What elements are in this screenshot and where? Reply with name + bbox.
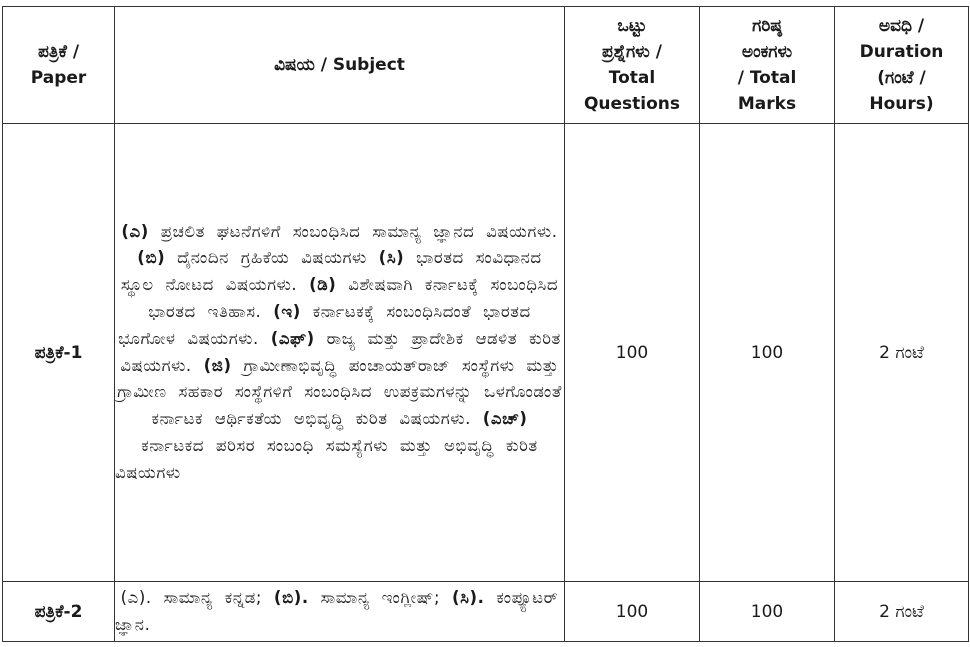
duration-value: 2 ಗಂಟೆ	[879, 342, 924, 363]
total-questions-cell	[565, 582, 700, 642]
header-paper	[3, 7, 115, 124]
paper-cell	[3, 124, 115, 582]
subject-item-text: ಗ್ರಾಮೀಣಾಭಿವೃದ್ಧಿ ಪಂಚಾಯತ್‌ರಾಜ್ ಸಂಸ್ಥೆಗಳು ಮತ್ತು ಗ್ರಾಮೀಣ ಸಹಕಾರ ಸಂಸ್ಥೆಗಳಿಗೆ ಸಂಬಂಧಿಸಿದ ಉಪಕ್ರಮಗಳನ್ನು ಒಳಗೊಂಡಂತೆ ಕರ್ನಾಟಕ ಆರ್ಥಿಕತೆಯ ಅಭಿವೃದ್ಧಿ ಕುರಿತ ವಿಷಯಗಳು.	[117, 355, 562, 429]
total-questions-value: 100	[615, 342, 649, 363]
subject-cell	[115, 582, 565, 642]
header-paper-line: Paper	[30, 68, 87, 88]
subject-item-marker: (ಬಿ).	[273, 587, 309, 607]
subject-item-marker: (ಜಿ)	[203, 355, 232, 375]
total-marks-value: 100	[750, 342, 784, 363]
header-subject	[115, 7, 565, 124]
header-duration-line: Duration	[859, 42, 944, 62]
subject-item-text: ಕಂಪ್ಯೂಟರ್ ಜ್ಞಾನ.	[115, 587, 559, 634]
subject-item-text: ದೈನಂದಿನ ಗ್ರಹಿಕೆಯ ವಿಷಯಗಳು	[165, 248, 379, 268]
header-questions-line: ಒಟ್ಟು	[617, 16, 647, 36]
header-duration-line: ಅವಧಿ /	[878, 16, 925, 36]
header-row	[3, 7, 969, 124]
subject-item-text: ಸಾಮಾನ್ಯ ಇಂಗ್ಲೀಷ್;	[308, 587, 452, 607]
header-marks-line: / Total	[737, 68, 797, 88]
table-row	[3, 124, 969, 582]
exam-scheme-table	[2, 6, 969, 642]
header-marks-line: Marks	[737, 94, 797, 114]
header-paper-line: ಪತ್ರಿಕೆ /	[37, 42, 80, 62]
total-marks-value: 100	[750, 601, 784, 622]
total-questions-value: 100	[615, 601, 649, 622]
header-marks-line: ಅಂಕಗಳು	[741, 42, 793, 62]
subject-item-marker: (ಎಚ್)	[482, 409, 528, 429]
subject-item-text: ಕರ್ನಾಟಕದ ಪರಿಸರ ಸಂಬಂಧಿ ಸಮಸ್ಯೆಗಳು ಮತ್ತು ಅಭಿವೃದ್ಧಿ ಕುರಿತ ವಿಷಯಗಳು	[115, 435, 538, 482]
header-questions-line: Questions	[583, 94, 681, 114]
paper-name: ಪತ್ರಿಕೆ-2	[34, 601, 83, 622]
duration-value: 2 ಗಂಟೆ	[879, 601, 924, 622]
paper-name: ಪತ್ರಿಕೆ-1	[34, 342, 83, 363]
header-questions-line: ಪ್ರಶ್ನೆಗಳು /	[602, 42, 662, 62]
subject-text	[115, 222, 562, 482]
subject-item-marker: (ಸಿ)	[378, 248, 405, 268]
subject-item-marker: (ಡಿ)	[309, 275, 337, 295]
table-row	[3, 582, 969, 642]
header-duration	[835, 7, 969, 124]
subject-item-text: (ಎ). ಸಾಮಾನ್ಯ ಕನ್ನಡ;	[120, 587, 274, 607]
header-questions-line: Total	[608, 68, 656, 88]
subject-item-marker: (ಎಫ್)	[270, 328, 315, 348]
header-subject-label: ವಿಷಯ / Subject	[274, 55, 405, 75]
header-marks-line: ಗರಿಷ್ಠ	[752, 16, 782, 36]
subject-item-text: ಪ್ರಚಲಿತ ಘಟನೆಗಳಿಗೆ ಸಂಬಂಧಿಸಿದ ಸಾಮಾನ್ಯ ಜ್ಞಾನದ ವಿಷಯಗಳು.	[148, 221, 558, 241]
header-duration-line: (ಗಂಟೆ /	[877, 68, 926, 88]
subject-item-marker: (ಸಿ).	[451, 587, 485, 607]
subject-cell	[115, 124, 565, 582]
total-marks-cell	[700, 124, 835, 582]
subject-item-marker: (ಬಿ)	[137, 248, 166, 268]
header-total-marks	[700, 7, 835, 124]
subject-item-text: ಕರ್ನಾಟಕಕ್ಕೆ ಸಂಬಂಧಿಸಿದಂತೆ ಭಾರತದ ಭೂಗೋಳ ವಿಷಯಗಳು.	[118, 301, 531, 348]
duration-cell	[835, 124, 969, 582]
subject-item-text: ಭಾರತದ ಸಂವಿಧಾನದ ಸ್ಥೂಲ ನೋಟದ ವಿಷಯಗಳು.	[120, 248, 542, 295]
subject-item-marker: (ಎ)	[121, 221, 149, 241]
header-total-questions	[565, 7, 700, 124]
subject-item-text: ರಾಜ್ಯ ಮತ್ತು ಪ್ರಾದೇಶಿಕ ಆಡಳಿತ ಕುರಿತ ವಿಷಯಗಳು.	[120, 328, 561, 375]
total-questions-cell	[565, 124, 700, 582]
paper-cell	[3, 582, 115, 642]
header-duration-line: Hours)	[869, 94, 934, 114]
duration-cell	[835, 582, 969, 642]
subject-item-marker: (ಇ)	[273, 301, 301, 321]
total-marks-cell	[700, 582, 835, 642]
subject-text	[115, 588, 558, 634]
subject-item-text: ವಿಶೇಷವಾಗಿ ಕರ್ನಾಟಕ್ಕೆ ಸಂಬಂಧಿಸಿದ ಭಾರತದ ಇತಿಹಾಸ.	[148, 275, 559, 321]
